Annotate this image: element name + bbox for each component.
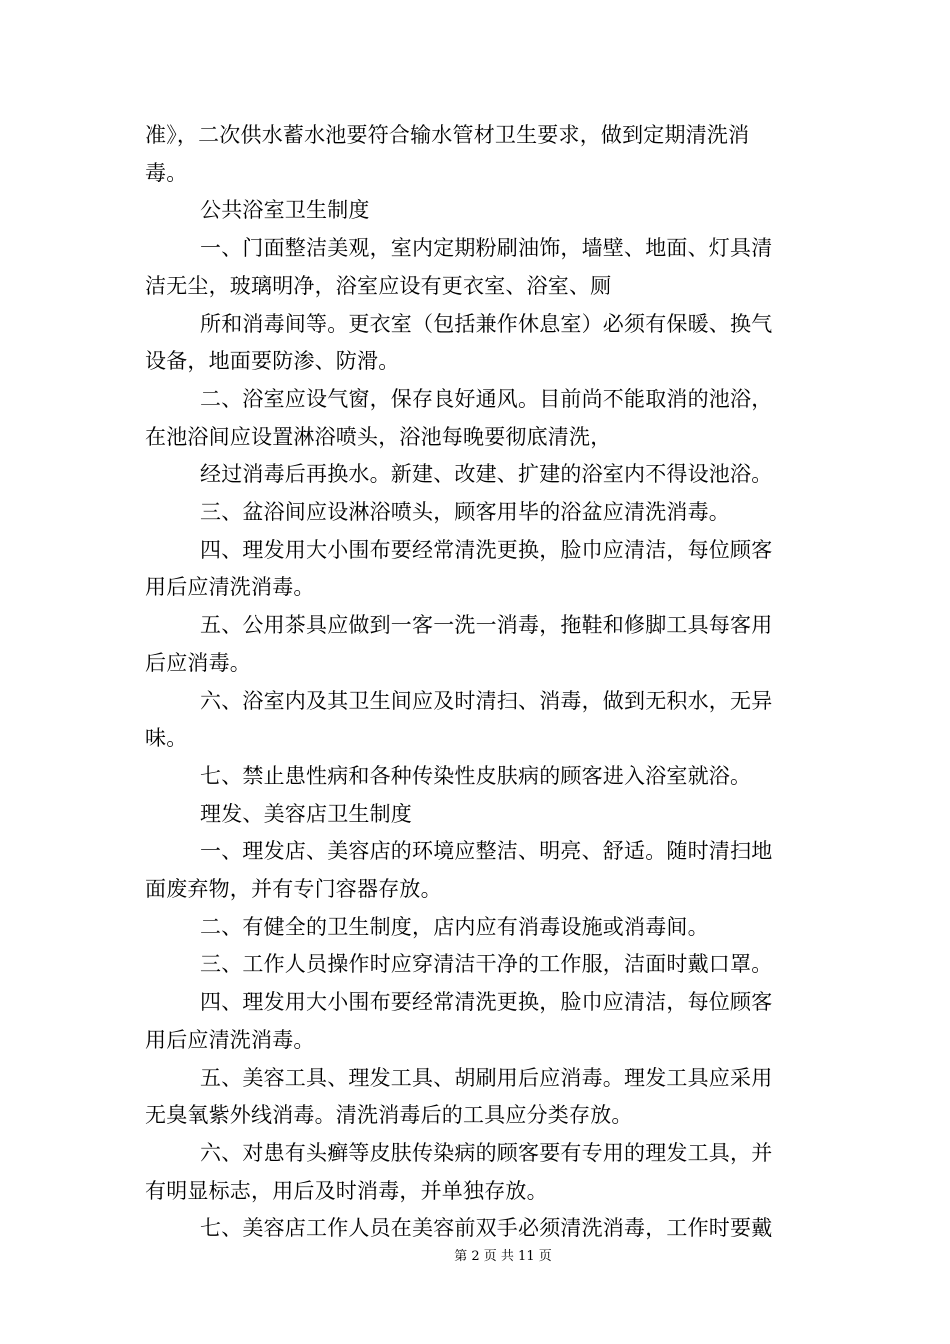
body-line: 三、盆浴间应设淋浴喷头，顾客用毕的浴盆应清洗消毒。 — [200, 500, 730, 525]
body-line: 有明显标志，用后及时消毒，并单独存放。 — [145, 1178, 548, 1203]
body-line: 洁无尘，玻璃明净，浴室应设有更衣室、浴室、厕 — [145, 273, 612, 298]
section-heading-public-bath: 公共浴室卫生制度 — [200, 198, 370, 223]
body-line: 五、公用茶具应做到一客一洗一消毒，拖鞋和修脚工具每客用 — [200, 613, 773, 638]
body-line: 准》，二次供水蓄水池要符合输水管材卫生要求，做到定期清洗消 — [145, 123, 750, 147]
body-line: 七、禁止患性病和各种传染性皮肤病的顾客进入浴室就浴。 — [200, 763, 752, 788]
body-line: 在池浴间应设置淋浴喷头，浴池每晚要彻底清洗， — [145, 424, 612, 449]
body-line: 一、门面整洁美观，室内定期粉刷油饰，墙壁、地面、灯具清 — [200, 236, 773, 261]
body-line: 四、理发用大小围布要经常清洗更换，脸巾应清洁，每位顾客 — [200, 990, 773, 1015]
body-line: 后应消毒。 — [145, 650, 251, 675]
body-line: 六、对患有头癣等皮肤传染病的顾客要有专用的理发工具，并 — [200, 1140, 773, 1165]
body-line: 用后应清洗消毒。 — [145, 1027, 315, 1052]
body-line: 二、有健全的卫生制度，店内应有消毒设施或消毒间。 — [200, 914, 709, 939]
page-number-footer: 第 2 页 共 11 页 — [454, 1249, 552, 1264]
body-line: 一、理发店、美容店的环境应整洁、明亮、舒适。随时清扫地 — [200, 839, 773, 864]
body-line: 五、美容工具、理发工具、胡刷用后应消毒。理发工具应采用 — [200, 1065, 773, 1090]
body-line: 毒。 — [145, 160, 188, 185]
section-heading-barber-beauty: 理发、美容店卫生制度 — [200, 801, 412, 826]
document-body — [145, 117, 810, 1248]
body-line: 三、工作人员操作时应穿清洁干净的工作服，洁面时戴口罩。 — [200, 952, 773, 977]
body-line: 二、浴室应设气窗，保存良好通风。目前尚不能取消的池浴， — [200, 386, 773, 411]
body-line: 味。 — [145, 726, 188, 751]
body-line: 七、美容店工作人员在美容前双手必须清洗消毒，工作时要戴 — [200, 1216, 773, 1241]
body-line: 四、理发用大小围布要经常清洗更换，脸巾应清洁，每位顾客 — [200, 537, 773, 562]
body-line: 设备，地面要防渗、防滑。 — [145, 349, 400, 374]
body-line: 用后应清洗消毒。 — [145, 575, 315, 600]
body-line: 无臭氧紫外线消毒。清洗消毒后的工具应分类存放。 — [145, 1103, 633, 1128]
body-line: 所和消毒间等。更衣室（包括兼作休息室）必须有保暖、换气 — [200, 311, 773, 336]
body-line: 经过消毒后再换水。新建、改建、扩建的浴室内不得设池浴。 — [200, 462, 773, 487]
body-line: 六、浴室内及其卫生间应及时清扫、消毒，做到无积水，无异 — [200, 688, 773, 713]
body-line: 面废弃物，并有专门容器存放。 — [145, 877, 442, 902]
